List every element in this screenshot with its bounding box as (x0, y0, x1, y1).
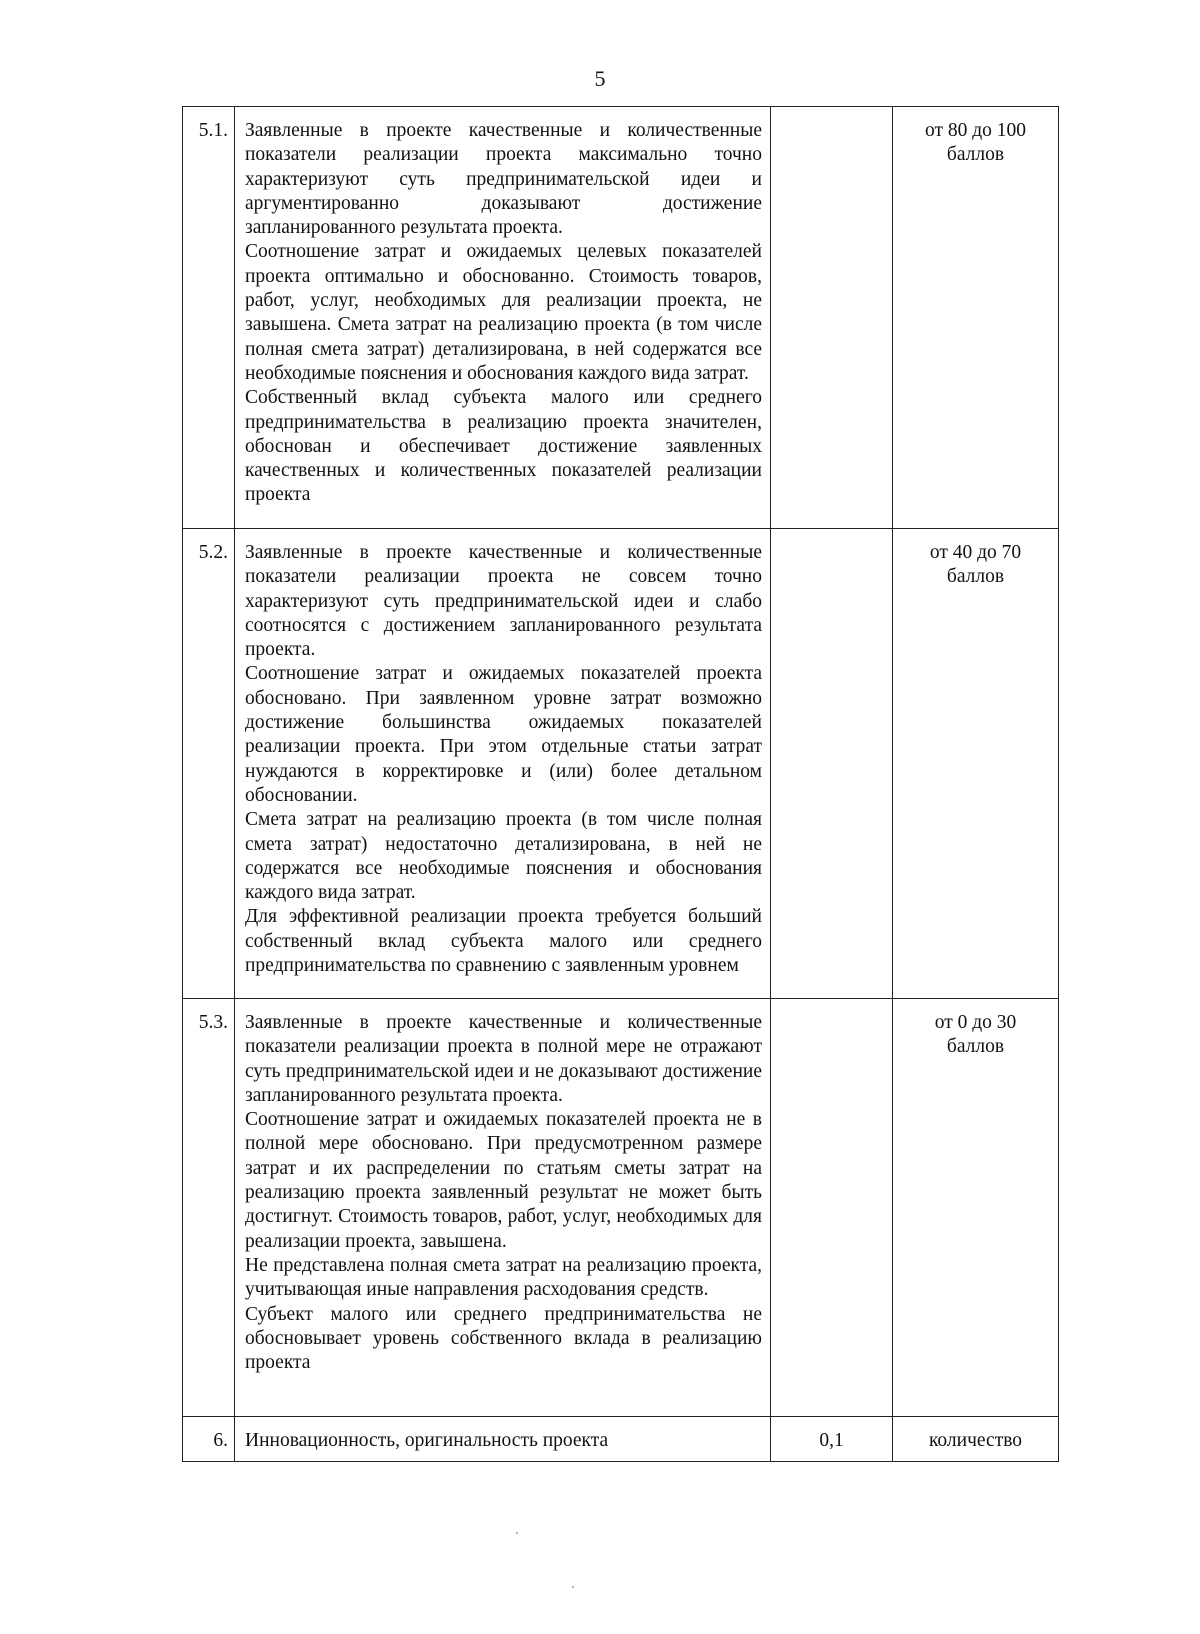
description-paragraph: Для эффективной реализации проекта требуется больший собственный вклад субъекта малого или среднего предпринимательства по сравнению с заявленным уровнем (245, 906, 762, 977)
scan-speck (516, 1532, 518, 1534)
table-row (183, 1417, 1059, 1462)
table-row (183, 529, 1059, 999)
score-range: от 0 до 30 (934, 1012, 1017, 1033)
criterion-description (235, 107, 771, 529)
weight-cell (771, 529, 893, 999)
row-number: 5.3. (183, 999, 235, 1417)
score-cell: количество (893, 1417, 1059, 1462)
score-unit: баллов (946, 1036, 1005, 1058)
criterion-description: Инновационность, оригинальность проекта (235, 1417, 771, 1462)
description-paragraph: Собственный вклад субъекта малого или среднего предпринимательства в реализацию проекта значителен, обоснован и обеспечивает достижение заявленных качественных и количественных показателей реализации проекта (245, 387, 762, 506)
description-paragraph: Смета затрат на реализацию проекта (в том числе полная смета затрат) недостаточно детализирована, в ней не содержатся все необходимые пояснения и обоснования каждого вида затрат. (245, 809, 762, 904)
score-unit: баллов (946, 566, 1005, 588)
row-number: 5.2. (183, 529, 235, 999)
description-paragraph: Заявленные в проекте качественные и количественные показатели реализации проекта не совсем точно характеризуют суть предпринимательской идеи и слабо соотносятся с достижением запланированного результата проекта. (245, 542, 762, 661)
criteria-table (182, 106, 1059, 1462)
description-paragraph: Соотношение затрат и ожидаемых показателей проекта обосновано. При заявленном уровне затрат возможно достижение большинства ожидаемых показателей реализации проекта. При этом отдельные статьи затрат нуждаются в корректировке и (или) более детальном обосновании. (245, 663, 762, 806)
score-cell (893, 999, 1059, 1417)
description-paragraph: Соотношение затрат и ожидаемых показателей проекта не в полной мере обосновано. При предусмотренном размере затрат и их распределении по статьям сметы затрат на реализацию проекта заявленный результат не может быть достигнут. Стоимость товаров, работ, услуг, необходимых для реализации проекта, завышена. (245, 1109, 762, 1252)
weight-cell (771, 107, 893, 529)
description-paragraph: Субъект малого или среднего предпринимательства не обосновывает уровень собственного вклада в реализацию проекта (245, 1303, 762, 1374)
score-range: от 40 до 70 (929, 542, 1022, 563)
score-cell (893, 529, 1059, 999)
description-paragraph: Соотношение затрат и ожидаемых целевых показателей проекта оптимально и обоснованно. Стоимость товаров, работ, услуг, необходимых для реализации проекта, не завышена. Смета затрат на реализацию проекта (в том числе полная смета затрат) детализирована, в ней содержатся все необходимые пояснения и обоснования каждого вида затрат. (245, 241, 762, 384)
description-paragraph: Не представлена полная смета затрат на реализацию проекта, учитывающая иные направления расходования средств. (245, 1254, 762, 1301)
criterion-description (235, 999, 771, 1417)
table-row (183, 999, 1059, 1417)
page-number: 5 (594, 66, 606, 91)
description-paragraph: Заявленные в проекте качественные и количественные показатели реализации проекта в полной мере не отражают суть предпринимательской идеи и не доказывают достижение запланированного результата проекта. (245, 1012, 762, 1106)
description-paragraph: Заявленные в проекте качественные и количественные показатели реализации проекта максимально точно характеризуют суть предпринимательской идеи и аргументированно доказывают достижение запланированного результата проекта. (245, 120, 762, 239)
table-row (183, 107, 1059, 529)
criterion-description (235, 529, 771, 999)
weight-cell (771, 999, 893, 1417)
row-number: 6. (183, 1417, 235, 1462)
score-range: от 80 до 100 (924, 120, 1027, 141)
weight-cell: 0,1 (771, 1417, 893, 1462)
row-number: 5.1. (183, 107, 235, 529)
score-cell (893, 107, 1059, 529)
scan-speck (572, 1586, 574, 1588)
score-unit: баллов (946, 144, 1005, 166)
